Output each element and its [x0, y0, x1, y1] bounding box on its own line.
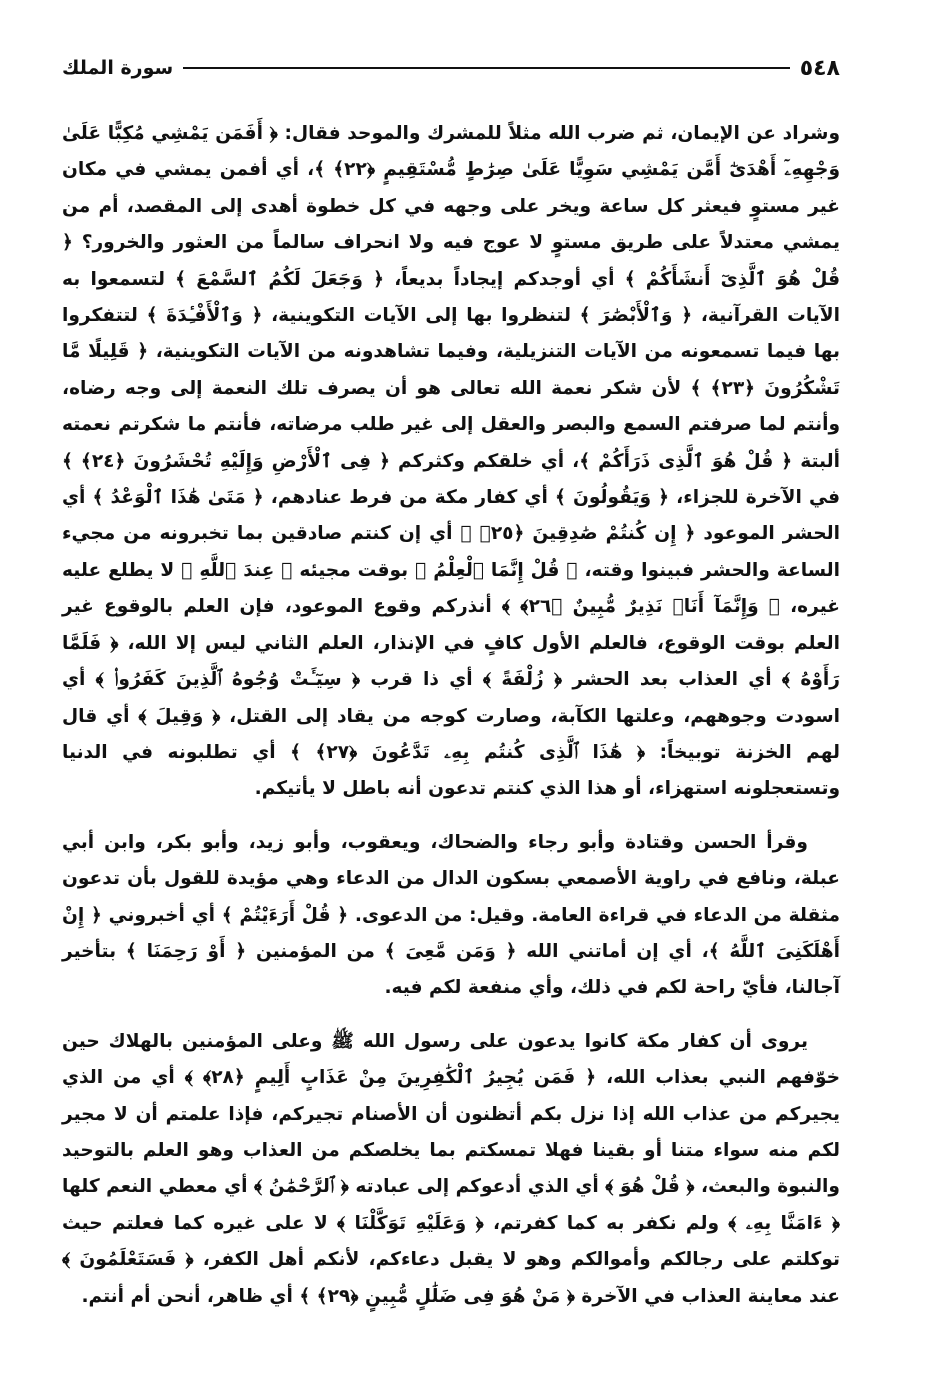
- paragraph-tafsir-verses-22-27: وشراد عن الإيمان، ثم ضرب الله مثلاً للمشرك والموحد فقال: ﴿ أَفَمَن يَمْشِي مُكِبًّا عَلَىٰ وَجْهِهِۦٓ أَهْدَىٰٓ أَمَّن يَمْشِي سَوِيًّا عَلَىٰ صِرَٰطٍ مُّسْتَقِيمٍ ﴿٢٢﴾ ﴾، أي أفمن يمشي في مكان غير مستوٍ فيعثر كل ساعة ويخر على وجهه في كل خطوة أهدى إلى المقصد، أم من يمشي معتدلاً على طريق مستوٍ لا عوج فيه ولا انحراف سالماً من العثور والخرور؟ ﴿ قُلْ هُوَ ٱلَّذِىٓ أَنشَأَكُمْ ﴾ أي أوجدكم إيجاداً بديعاً، ﴿ وَجَعَلَ لَكُمُ ٱلسَّمْعَ ﴾ لتسمعوا به الآيات القرآنية، ﴿ وَٱلْأَبْصَٰرَ ﴾ لتنظروا بها إلى الآيات التكوينية، ﴿ وَٱلْأَفْـِٔدَةَ ﴾ لتتفكروا بها فيما تسمعونه من الآيات التنزيلية، وفيما تشاهدونه من الآيات التكوينية، ﴿ قَلِيلًا مَّا تَشْكُرُونَ ﴿٢٣﴾ ﴾ لأن شكر نعمة الله تعالى هو أن يصرف تلك النعمة إلى وجه رضاه، وأنتم لما صرفتم السمع والبصر والعقل إلى غير طلب مرضاته، فأنتم ما شكرتم نعمته ألبتة ﴿ قُلْ هُوَ ٱلَّذِى ذَرَأَكُمْ ﴾، أي خلقكم وكثركم ﴿ فِى ٱلْأَرْضِ وَإِلَيْهِ تُحْشَرُونَ ﴿٢٤﴾ ﴾ في الآخرة للجزاء، ﴿ وَيَقُولُونَ ﴾ أي كفار مكة من فرط عنادهم، ﴿ مَتَىٰ هَٰذَا ٱلْوَعْدُ ﴾ أي الحشر الموعود ﴿ إِن كُنتُمْ صَٰدِقِينَ ﴿٢٥﴾ ﴾ أي إن كنتم صادقين بما تخبرونه من مجيء الساعة والحشر فبينوا وقته، ﴿ قُلْ إِنَّمَا ٱلْعِلْمُ ﴾ بوقت مجيئه ﴿ عِندَ ٱللَّهِ ﴾ لا يطلع عليه غيره، ﴿ وَإِنَّمَآ أَنَا۠ نَذِيرٌ مُّبِينٌ ﴿٢٦﴾ ﴾ أنذركم وقوع الموعود، فإن العلم بالوقوع غير العلم بوقت الوقوع، فالعلم الأول كافٍ في الإنذار، العلم الثاني ليس إلا الله، ﴿ فَلَمَّا رَأَوْهُ ﴾ أي العذاب بعد الحشر ﴿ زُلْفَةً ﴾ أي ذا قرب ﴿ سِيٓـَٔتْ وُجُوهُ ٱلَّذِينَ كَفَرُوا۟ ﴾ أي اسودت وجوههم، وعلتها الكآبة، وصارت كوجه من يقاد إلى القتل، ﴿ وَقِيلَ ﴾ أي قال لهم الخزنة توبيخاً: ﴿ هَٰذَا ٱلَّذِى كُنتُم بِهِۦ تَدَّعُونَ ﴿٢٧﴾ ﴾ أي تطلبونه في الدنيا وتستعجلونه استهزاء، أو هذا الذي كنتم تدعون أنه باطل لا يأتيكم.: [62, 123, 841, 800]
- running-header: [62, 48, 840, 88]
- page-number: ٥٤٨: [799, 55, 840, 81]
- sura-title: سورة الملك: [62, 57, 174, 79]
- paragraph-tafsir-verses-28-29: يروى أن كفار مكة كانوا يدعون على رسول الله ﷺ وعلى المؤمنين بالهلاك حين خوّفهم النبي بعذاب الله، ﴿ فَمَن يُجِيرُ ٱلْكَٰفِرِينَ مِنْ عَذَابٍ أَلِيمٍ ﴿٢٨﴾ ﴾ أي من الذي يجيركم من عذاب الله إذا نزل بكم أتظنون أن الأصنام تجيركم، فإذا علمتم أن لا مجير لكم منه سواء متنا أو بقينا فهلا تمسكتم بما يخلصكم من العذاب وهو العلم بالتوحيد والنبوة والبعث، ﴿ قُلْ هُوَ ﴾ أي الذي أدعوكم إلى عبادته ﴿ ٱلرَّحْمَٰنُ ﴾ أي معطي النعم كلها ﴿ ءَامَنَّا بِهِۦ ﴾ ولم نكفر به كما كفرتم، ﴿ وَعَلَيْهِ تَوَكَّلْنَا ﴾ لا على غيره كما فعلتم حيث توكلتم على رجالكم وأموالكم وهو لا يقبل دعاءكم، لأنكم أهل الكفر، ﴿ فَسَتَعْلَمُونَ ﴾ عند معاينة العذاب في الآخرة ﴿ مَنْ هُوَ فِى ضَلَٰلٍ مُّبِينٍ ﴿٢٩﴾ ﴾ أي ظاهر، أنحن أم أنتم.: [62, 1030, 841, 1307]
- page: [62, 48, 840, 1315]
- header-rule: [183, 67, 790, 69]
- paragraph-readings: وقرأ الحسن وقتادة وأبو رجاء والضحاك، ويعقوب، وأبو زيد، وأبو بكر، وابن أبي عبلة، ونافع في راوية الأصمعي بسكون الدال من الدعاء وهي مؤيدة للقول بأن تدعون مثقلة من الدعاء في قراءة العامة. وقيل: من الدعوى. ﴿ قُلْ أَرَءَيْتُمْ ﴾ أي أخبروني ﴿ إِنْ أَهْلَكَنِىَ ٱللَّهُ ﴾، أي إن أماتني الله ﴿ وَمَن مَّعِىَ ﴾ من المؤمنين ﴿ أَوْ رَحِمَنَا ﴾ بتأخير آجالنا، فأيّ راحة لكم في ذلك، وأي منفعة لكم فيه.: [62, 831, 840, 999]
